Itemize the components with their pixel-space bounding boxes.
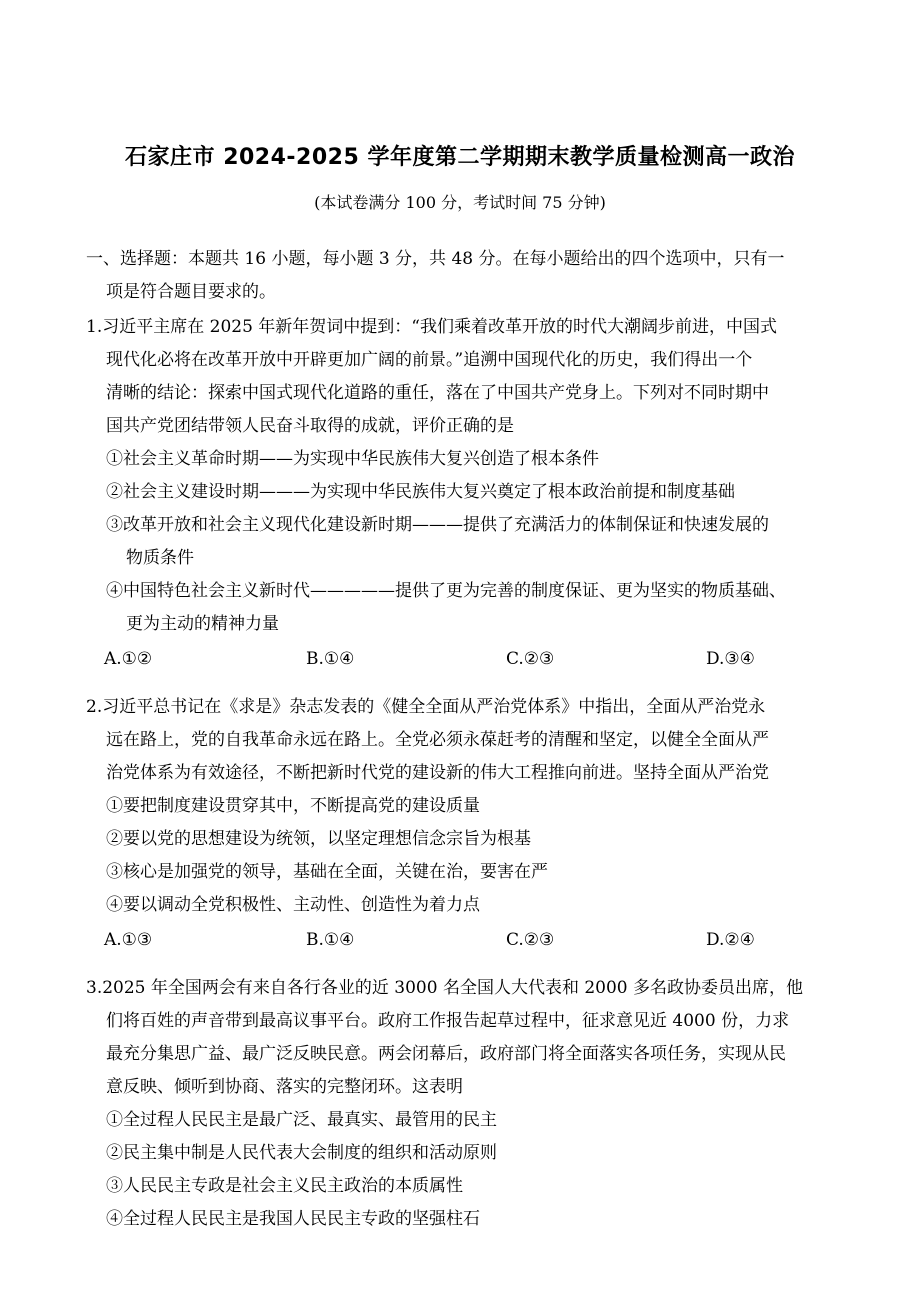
- question-stem-line: 远在路上，党的自我革命永远在路上。全党必须永葆赶考的清醒和坚定，以健全全面从严: [106, 730, 769, 750]
- option-b[interactable]: B.①④: [306, 649, 355, 669]
- statement-item: ③核心是加强党的领导，基础在全面，关键在治，要害在严: [106, 862, 548, 882]
- option-b[interactable]: B.①④: [306, 930, 355, 950]
- question-stem-line: 2.习近平总书记在《求是》杂志发表的《健全全面从严治党体系》中指出，全面从严治党永: [86, 697, 766, 717]
- question-stem-line: 清晰的结论：探索中国式现代化道路的重任，落在了中国共产党身上。下列对不同时期中: [106, 383, 769, 403]
- statement-item-continued: 物质条件: [126, 548, 194, 568]
- question-stem-line: 3.2025 年全国两会有来自各行各业的近 3000 名全国人大代表和 2000 多名政协委员出席，他: [86, 978, 804, 998]
- option-a[interactable]: A.①②: [104, 649, 153, 669]
- statement-item: ④中国特色社会主义新时代—————提供了更为完善的制度保证、更为坚实的物质基础、: [106, 581, 786, 601]
- spacer: [86, 958, 838, 970]
- exam-content: [86, 243, 838, 1236]
- option-d[interactable]: D.③④: [706, 649, 755, 669]
- section-intro-line: 一、选择题：本题共 16 小题，每小题 3 分，共 48 分。在每小题给出的四个选项中，只有一: [86, 249, 785, 269]
- section-intro: [86, 243, 838, 309]
- statement-item: ①全过程人民民主是最广泛、最真实、最管用的民主: [106, 1110, 497, 1130]
- statement-item: ④要以调动全党积极性、主动性、创造性为着力点: [106, 895, 480, 915]
- option-d[interactable]: D.②④: [706, 930, 755, 950]
- statement-item: ①要把制度建设贯穿其中，不断提高党的建设质量: [106, 796, 480, 816]
- statement-item: ④全过程人民民主是我国人民民主专政的坚强柱石: [106, 1209, 480, 1229]
- question-stem-line: 现代化必将在改革开放中开辟更加广阔的前景。”追溯中国现代化的历史，我们得出一个: [106, 350, 753, 370]
- question-2: [86, 691, 838, 958]
- question-stem-line: 1.习近平主席在 2025 年新年贺词中提到：“我们乘着改革开放的时代大潮阔步前进，中国式: [86, 317, 777, 337]
- statement-item: ③人民民主专政是社会主义民主政治的本质属性: [106, 1176, 463, 1196]
- question-stem-line: 们将百姓的声音带到最高议事平台。政府工作报告起草过程中，征求意见近 4000 份，力求: [106, 1011, 790, 1031]
- page-title: 石家庄市 2024-2025 学年度第二学期期末教学质量检测高一政治: [125, 145, 795, 170]
- question-stem-line: 国共产党团结带领人民奋斗取得的成就，评价正确的是: [106, 416, 514, 436]
- question-stem-line: 意反映、倾听到协商、落实的完整闭环。这表明: [106, 1077, 463, 1097]
- option-a[interactable]: A.①③: [104, 930, 153, 950]
- exam-info: (本试卷满分 100 分，考试时间 75 分钟): [314, 193, 606, 212]
- question-stem-line: 治党体系为有效途径，不断把新时代党的建设新的伟大工程推向前进。坚持全面从严治党: [106, 763, 769, 783]
- statement-item-continued: 更为主动的精神力量: [126, 614, 279, 634]
- statement-item: ②社会主义建设时期———为实现中华民族伟大复兴奠定了根本政治前提和制度基础: [106, 482, 735, 502]
- spacer: [86, 677, 838, 689]
- statement-item: ②要以党的思想建设为统领，以坚定理想信念宗旨为根基: [106, 829, 531, 849]
- question-1: [86, 311, 838, 677]
- statement-item: ③改革开放和社会主义现代化建设新时期———提供了充满活力的体制保证和快速发展的: [106, 515, 769, 535]
- answer-options: [86, 641, 838, 677]
- question-3: [86, 972, 838, 1236]
- option-c[interactable]: C.②③: [506, 930, 555, 950]
- option-c[interactable]: C.②③: [506, 649, 555, 669]
- statement-item: ②民主集中制是人民代表大会制度的组织和活动原则: [106, 1143, 497, 1163]
- section-intro-line: 项是符合题目要求的。: [106, 282, 276, 302]
- statement-item: ①社会主义革命时期——为实现中华民族伟大复兴创造了根本条件: [106, 449, 599, 469]
- question-stem-line: 最充分集思广益、最广泛反映民意。两会闭幕后，政府部门将全面落实各项任务，实现从民: [106, 1044, 786, 1064]
- answer-options: [86, 922, 838, 958]
